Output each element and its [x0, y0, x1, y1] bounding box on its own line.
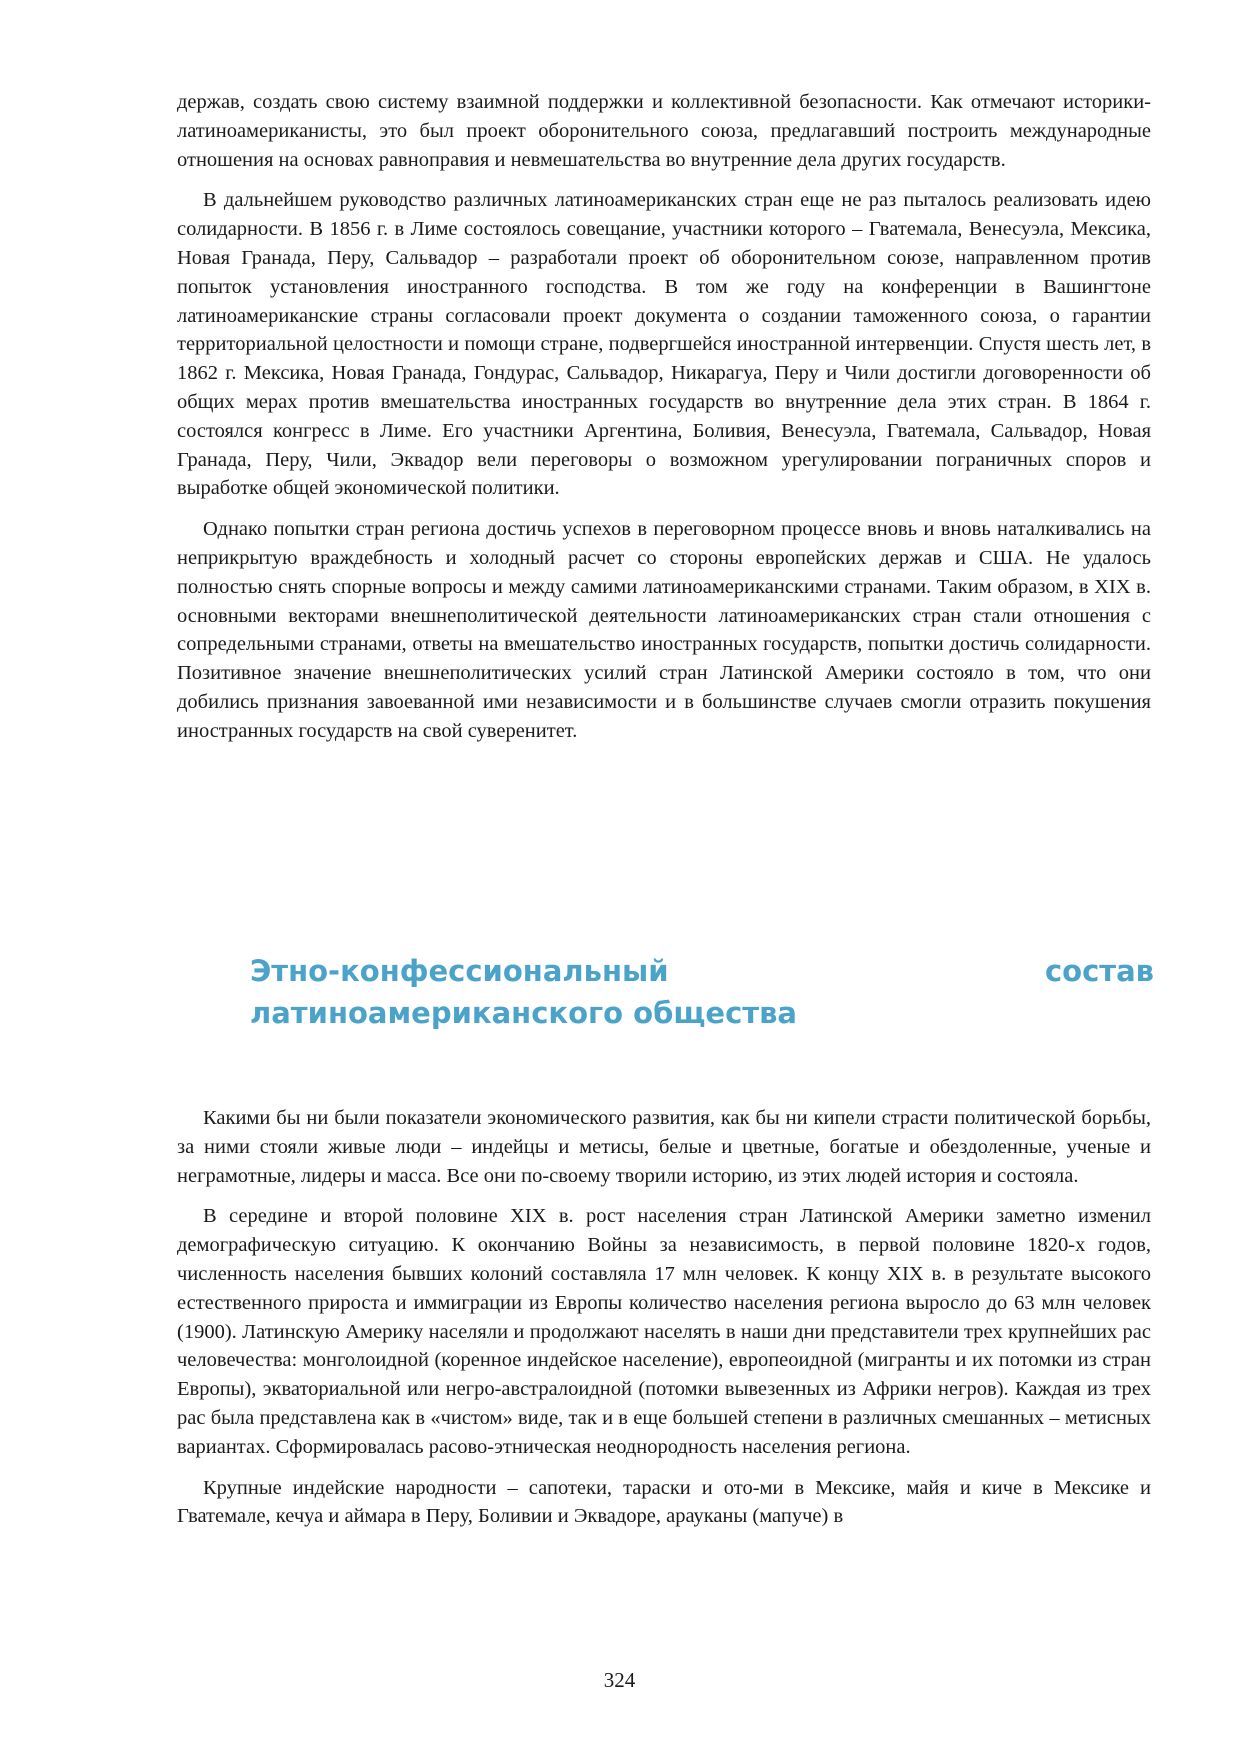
- page-number: 324: [603, 1668, 636, 1692]
- paragraph: Однако попытки стран региона достичь успехов в переговорном процессе вновь и вновь наталкивались на неприкрытую враждебность и холодный расчет со стороны европейских держав и США. Не удалось полностью снять спорные вопросы и между самими латиноамериканскими странами. Таким образом, в XIX в. основными векторами внешнеполитической деятельности латиноамериканских стран стали отношения с сопредельными странами, ответы на вмешательство иностранных государств, попытки достичь солидарности. Позитивное значение внешнеполитических усилий стран Латинской Америки состояло в том, что они добились признания завоеванной ими независимости и в большинстве случаев смогли отразить покушения иностранных государств на свой суверенитет.: [177, 518, 1151, 742]
- paragraph: В дальнейшем руководство различных латиноамериканских стран еще не раз пыталось реализовать идею солидарности. В 1856 г. в Лиме состоялось совещание, участники которого – Гватемала, Венесуэла, Мексика, Новая Гранада, Перу, Сальвадор – разработали проект об оборонительном союзе, направленном против попыток установления иностранного господства. В том же году на конференции в Вашингтоне латиноамериканские страны согласовали проект документа о создании таможенного союза, о гарантии территориальной целостности и помощи стране, подвергшейся иностранной интервенции. Спустя шесть лет, в 1862 г. Мексика, Новая Гранада, Гондурас, Сальвадор, Никарагуа, Перу и Чили достигли договоренности об общих мерах против вмешательства иностранных государств во внутренние дела этих стран. В 1864 г. состоялся конгресс в Лиме. Его участники Аргентина, Боливия, Венесуэла, Гватемала, Сальвадор, Новая Гранада, Перу, Чили, Эквадор вели переговоры о возможном урегулировании пограничных споров и выработке общей экономической политики.: [177, 189, 1151, 500]
- paragraph: Крупные индейские народности – сапотеки, тараски и ото-ми в Мексике, майя и киче в Мексике и Гватемале, кечуа и аймара в Перу, Боливии и Эквадоре, арауканы (мапуче) в: [177, 1476, 1151, 1528]
- paragraph: В середине и второй половине XIX в. рост населения стран Латинской Америки заметно изменил демографическую ситуацию. К окончанию Войны за независимость, в первой половине 1820-х годов, численность населения бывших колоний составляла 17 млн человек. К концу XIX в. в результате высокого естественного прироста и иммиграции из Европы количество населения региона выросло до 63 млн человек (1900). Латинскую Америку населяли и продолжают населять в наши дни представители трех крупнейших рас человечества: монголоидной (коренное индейское население), европеоидной (мигранты и их потомки из стран Европы), экваториальной или негро-австралоидной (потомки вывезенных из Африки негров). Каждая из трех рас была представлена как в «чистом» виде, так и в еще большей степени в различных смешанных – метисных вариантах. Сформировалась расово-этническая неоднородность населения региона.: [177, 1205, 1151, 1458]
- section-bottom-text: [177, 1104, 1151, 1543]
- paragraph: держав, создать свою систему взаимной поддержки и коллективной безопасности. Как отмечают историки-латиноамериканисты, это был проект оборонительного союза, предлагавший построить международные отношения на основах равноправия и невмешательства во внутренние дела других государств.: [177, 91, 1151, 171]
- paragraph: Какими бы ни были показатели экономического развития, как бы ни кипели страсти политической борьбы, за ними стояли живые люди – индейцы и метисы, белые и цветные, богатые и обездоленные, ученые и неграмотные, лидеры и масса. Все они по-своему творили историю, из этих людей история и состояла.: [177, 1107, 1151, 1187]
- section-top-text: [177, 88, 1151, 758]
- section-heading: Этно-конфессиональный состав латиноамериканского общества: [250, 954, 1154, 1030]
